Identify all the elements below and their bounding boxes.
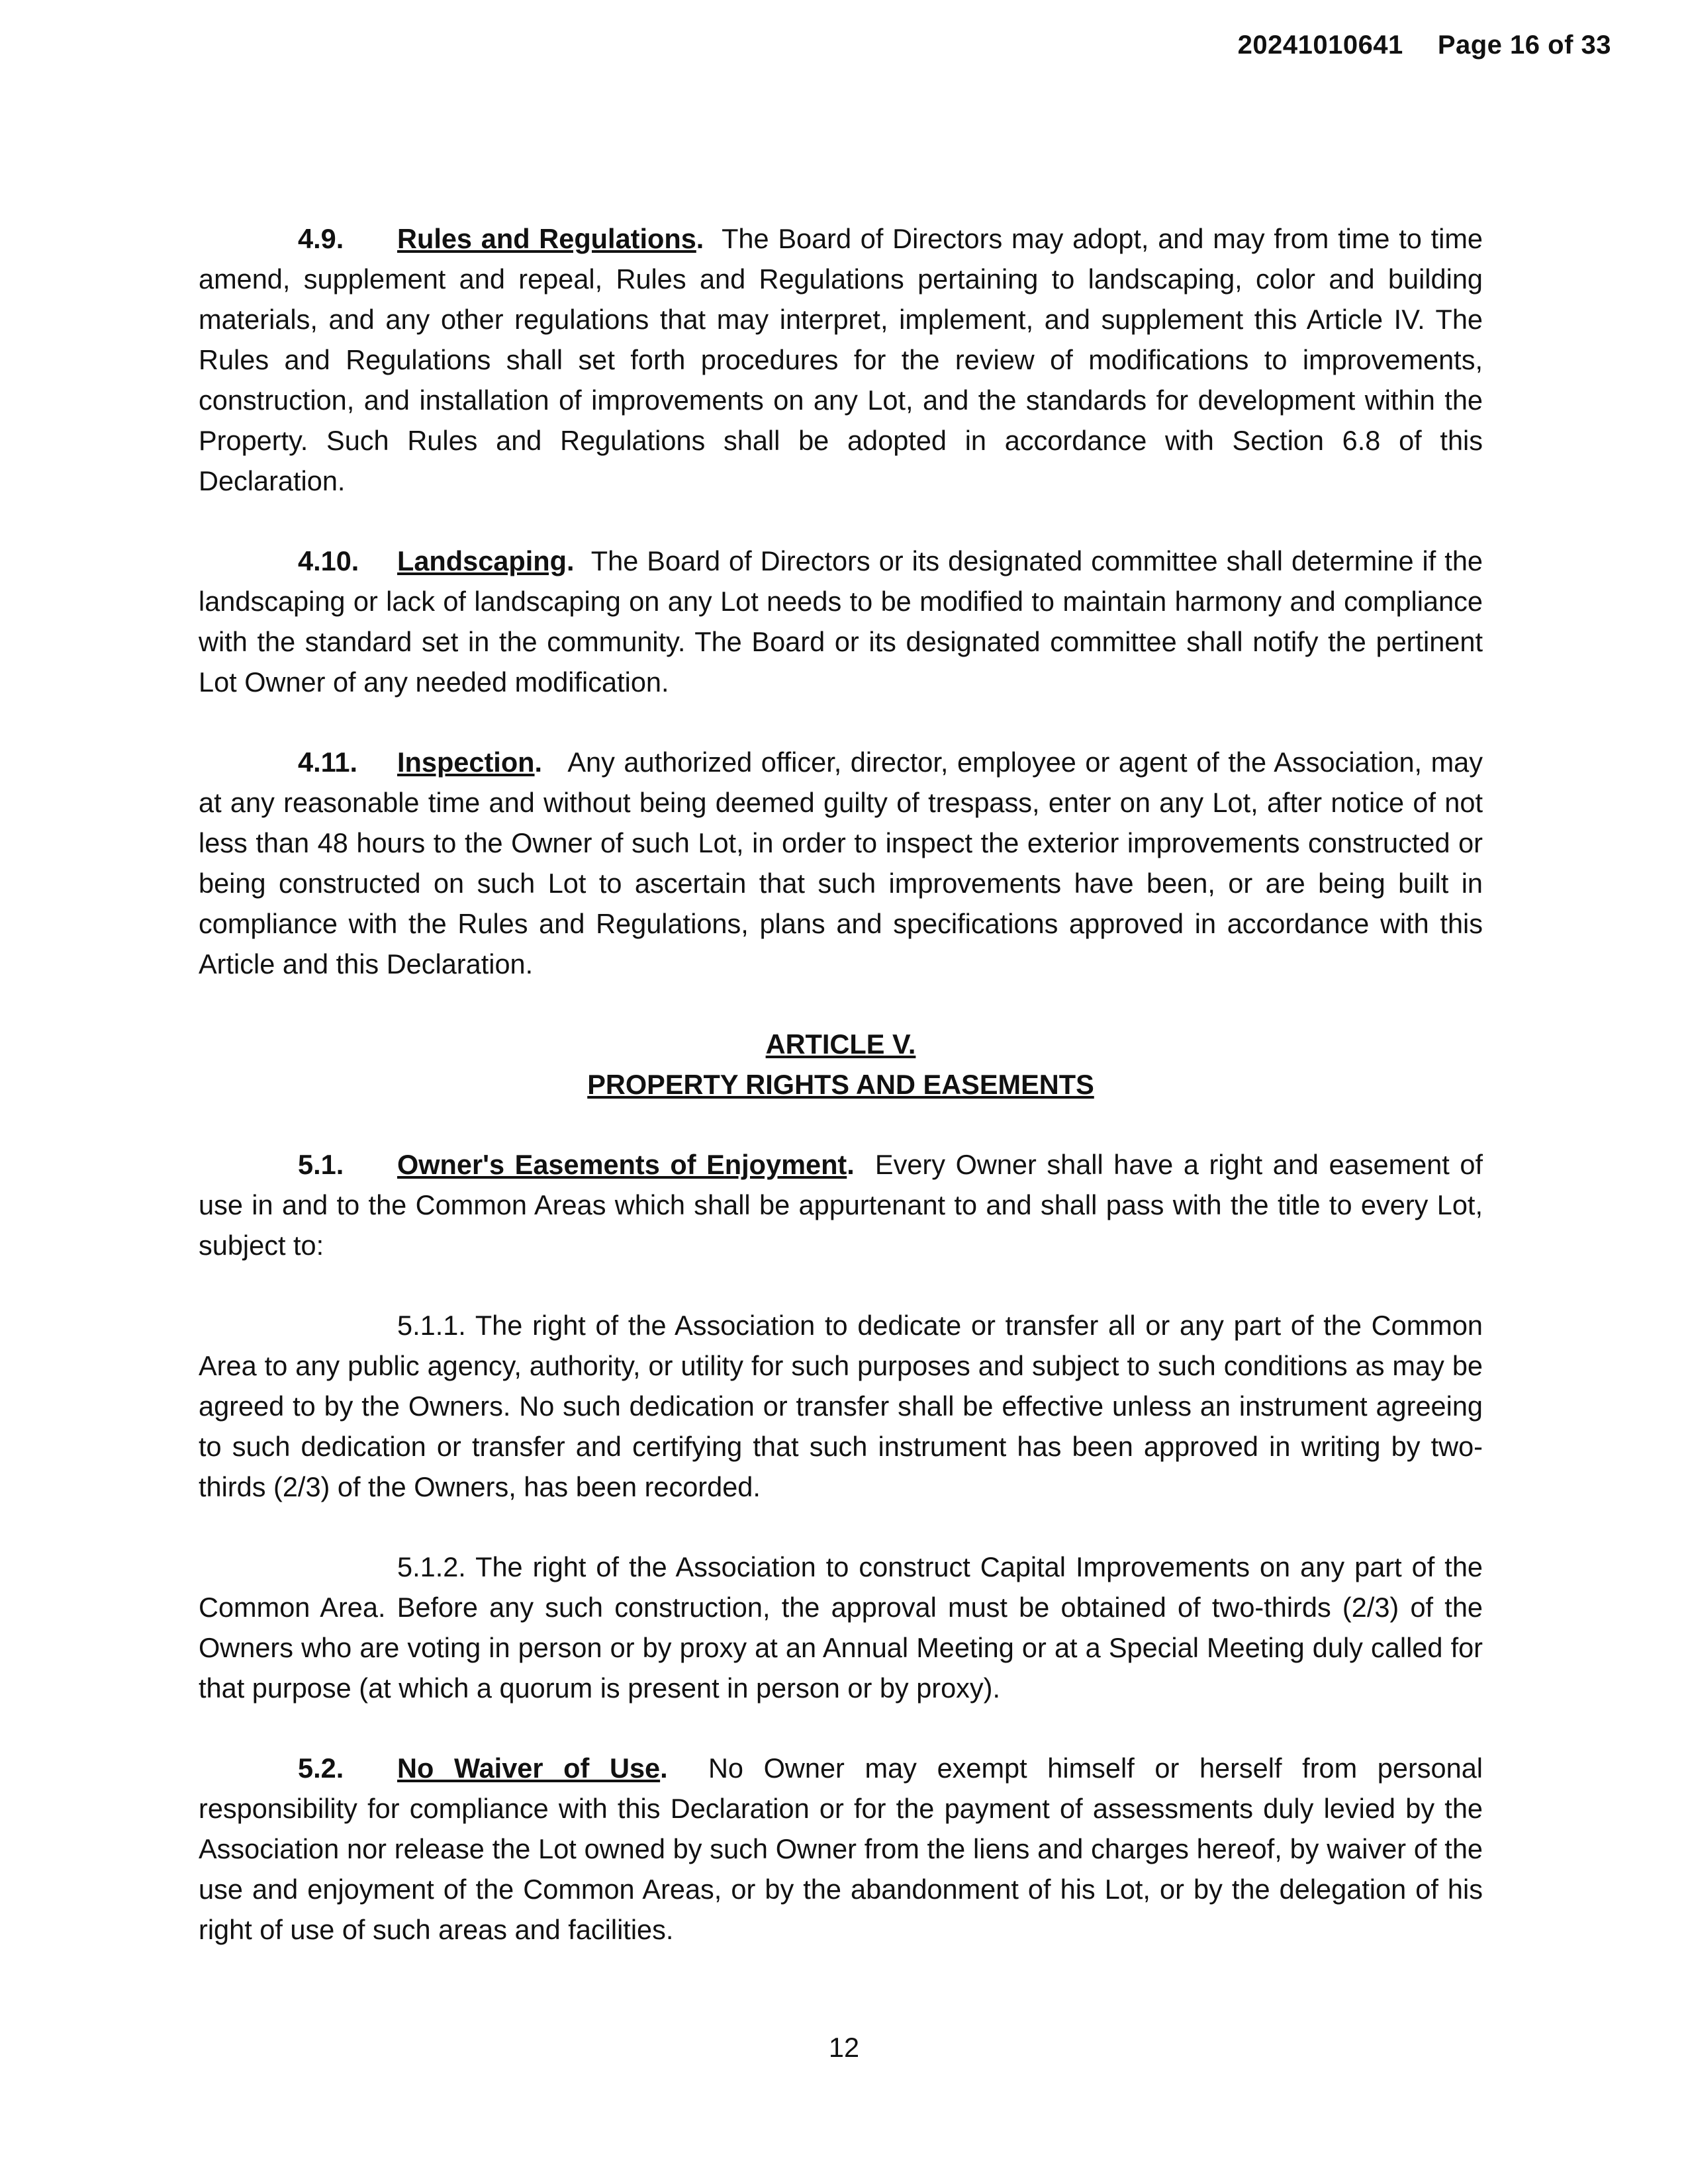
section-4-11: 4.11. Inspection. Any authorized officer, director, employee or agent of the Association, may at any reasonable time and without being deemed guilty of trespass, enter on any Lot, after notice of not less than 48 hours to the Owner of such Lot, in order to inspect the exterior improvements constructed or being constructed on such Lot to ascertain that such improvements have been, or are being built in compliance with the Rules and Regulations, plans and specifications approved in accordance with this Article and this Declaration.: [199, 742, 1483, 984]
section-text: 5.1.1. The right of the Association to dedicate or transfer all or any part of the Common Area to any public agency, authority, or utility for such purposes and subject to such conditions as may be agreed to by the Owners. No such dedication or transfer shall be effective unless an instrument agreeing to such dedication or transfer and certifying that such instrument has been approved in writing by two-thirds (2/3) of the Owners, has been recorded.: [199, 1310, 1483, 1502]
section-heading: Rules and Regulations: [397, 223, 696, 254]
page-header: [1238, 30, 1611, 60]
article-subtitle: PROPERTY RIGHTS AND EASEMENTS: [587, 1069, 1094, 1100]
section-text: The Board of Directors or its designated committee shall determine if the landscaping or lack of landscaping on any Lot needs to be modified to maintain harmony and compliance with the standard set in the community. The Board or its designated committee shall notify the pertinent Lot Owner of any needed modification.: [199, 545, 1483, 698]
section-text: 5.1.2. The right of the Association to construct Capital Improvements on any part of the Common Area. Before any such construction, the approval must be obtained of two-thirds (2/3) of the Owners who are voting in person or by proxy at an Annual Meeting or at a Special Meeting duly called for that purpose (at which a quorum is present in person or by proxy).: [199, 1551, 1483, 1704]
section-heading: Landscaping: [397, 545, 567, 576]
article-title: ARTICLE V.: [765, 1028, 916, 1060]
section-heading: No Waiver of Use: [397, 1752, 661, 1784]
document-number: 20241010641: [1237, 30, 1403, 60]
document-body: [199, 218, 1483, 1989]
section-5-1: 5.1. Owner's Easements of Enjoyment. Every Owner shall have a right and easement of use in and to the Common Areas which shall be appurtenant to and shall pass with the title to every Lot, subject to:: [199, 1144, 1483, 1265]
section-5-2: 5.2. No Waiver of Use. No Owner may exempt himself or herself from personal responsibility for compliance with this Declaration or for the payment of assessments duly levied by the Association nor release the Lot owned by such Owner from the liens and charges hereof, by waiver of the use and enjoyment of the Common Areas, or by the abandonment of his Lot, or by the delegation of his right of use of such areas and facilities.: [199, 1748, 1483, 1950]
section-number: 4.11.: [298, 747, 358, 778]
section-number: 4.10.: [298, 545, 359, 576]
page-footer: [0, 2032, 1688, 2064]
section-text: No Owner may exempt himself or herself from personal responsibility for compliance with this Declaration or for the payment of assessments duly levied by the Association nor release the Lot owned by such Owner from the liens and charges hereof, by waiver of the use and enjoyment of the Common Areas, or by the abandonment of his Lot, or by the delegation of his right of use of such areas and facilities.: [199, 1752, 1483, 1945]
section-heading: Inspection: [397, 747, 535, 778]
article-heading: [199, 1024, 1483, 1105]
section-text: Every Owner shall have a right and easement of use in and to the Common Areas which shall be appurtenant to and shall pass with the title to every Lot, subject to:: [199, 1149, 1483, 1261]
section-4-9: 4.9. Rules and Regulations. The Board of Directors may adopt, and may from time to time amend, supplement and repeal, Rules and Regulations pertaining to landscaping, color and building materials, and any other regulations that may interpret, implement, and supplement this Article IV. The Rules and Regulations shall set forth procedures for the review of modifications to improvements, construction, and installation of improvements on any Lot, and the standards for development within the Property. Such Rules and Regulations shall be adopted in accordance with Section 6.8 of this Declaration.: [199, 218, 1483, 501]
section-text: The Board of Directors may adopt, and may from time to time amend, supplement and repeal, Rules and Regulations pertaining to landscaping, color and building materials, and any other regulations that may interpret, implement, and supplement this Article IV. The Rules and Regulations shall set forth procedures for the review of modifications to improvements, construction, and installation of improvements on any Lot, and the standards for development within the Property. Such Rules and Regulations shall be adopted in accordance with Section 6.8 of this Declaration.: [199, 223, 1483, 496]
section-text: Any authorized officer, director, employee or agent of the Association, may at any reasonable time and without being deemed guilty of trespass, enter on any Lot, after notice of not less than 48 hours to the Owner of such Lot, in order to inspect the exterior improvements constructed or being constructed on such Lot to ascertain that such improvements have been, or are being built in compliance with the Rules and Regulations, plans and specifications approved in accordance with this Article and this Declaration.: [199, 747, 1483, 979]
section-4-10: 4.10. Landscaping. The Board of Directors or its designated committee shall determine if the landscaping or lack of landscaping on any Lot needs to be modified to maintain harmony and compliance with the standard set in the community. The Board or its designated committee shall notify the pertinent Lot Owner of any needed modification.: [199, 541, 1483, 702]
section-5-1-1: [199, 1305, 1483, 1507]
section-5-1-2: [199, 1547, 1483, 1708]
section-heading: Owner's Easements of Enjoyment: [397, 1149, 847, 1180]
section-number: 5.1.: [298, 1149, 344, 1180]
section-number: 5.2.: [298, 1752, 344, 1784]
page-number: 12: [828, 2032, 860, 2063]
page-label: Page 16 of 33: [1437, 30, 1611, 60]
section-number: 4.9.: [298, 223, 344, 254]
